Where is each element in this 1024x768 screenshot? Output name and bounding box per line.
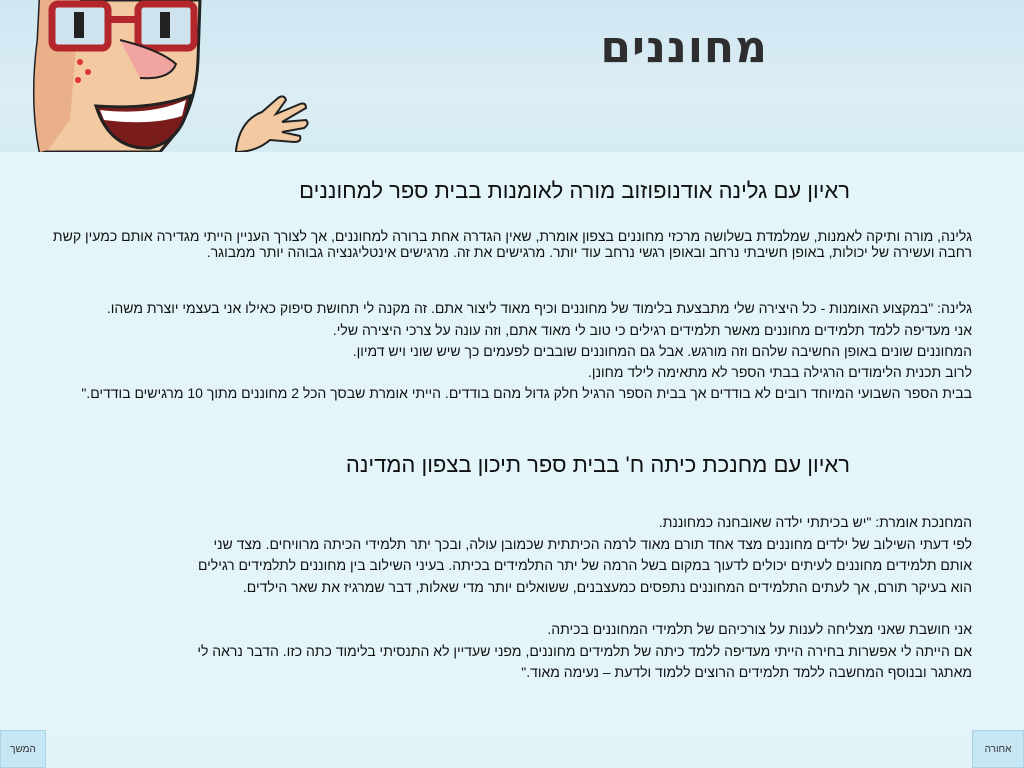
interview-line: אם הייתה לי אפשרות בחירה הייתי מעדיפה ללמד כיתה של תלמידים מחוננים, מפני שעדיין לא התנסיתי בלימוד כתה כזו. הדבר נראה לי (197, 642, 972, 659)
main-content (0, 152, 1024, 732)
quote-line: בבית הספר השבועי המיוחד רובים לא בודדים אך בבית הספר הרגיל חלק גדול מהם בודדים. הייתי אומרת שבסך הכל 2 מחוננים מתוך 10 מרגישים בודדים." (81, 385, 972, 401)
interview-line: אותם תלמידים מחוננים לעיתים יכולים לדעוך במקום בשל הרמה של יתר התלמידים בכיתה. בעיני השילוב בין מחוננים לתלמידים רגילים (197, 557, 972, 573)
section1-quote (52, 300, 972, 404)
interview-line: המחנכת אומרת: "יש בכיתתי ילדה שאובחנה כמחוננת. (658, 514, 972, 530)
interview-line: הוא בעיקר תורם, אך לעתים התלמידים המחוננים נתפסים כמעצבנים, ששואלים יותר מדי שאלות, דבר שמרגיז את שאר הילדים. (242, 578, 972, 595)
section1-heading: ראיון עם גלינה אודנופוזוב מורה לאומנות בבית ספר למחוננים (299, 178, 850, 203)
cartoon-character-with-glasses-icon (0, 0, 320, 152)
quote-line: לרוב תכנית הלימודים הרגילה בבתי הספר לא מתאימה לילד מחונן. (588, 364, 972, 380)
section2-body (52, 512, 972, 684)
next-button[interactable]: המשך (0, 730, 46, 768)
interview-line: אני חושבת שאני מצליחה לענות על צורכיהם של תלמידי המחוננים בכיתה. (547, 621, 972, 637)
quote-line: המחוננים שונים באופן החשיבה שלהם וזה מורגש. אבל גם המחוננים שובבים לפעמים כך שיש שוני ויש דמיון. (352, 343, 972, 359)
paragraph-gap (52, 598, 972, 619)
quote-line: אני מעדיפה ללמד תלמידים מחוננים מאשר תלמידים רגילים כי טוב לי מאוד אתם, וזה עונה על צרכי היצירה שלי. (332, 322, 972, 338)
interview-line: לפי דעתי השילוב של ילדים מחוננים מצד אחד תורם מאוד לרמה הכיתתית שכמובן עולה, ובכך יתר תלמידי הכיתה מרוויחים. מצד שני (213, 535, 972, 552)
back-button[interactable]: אחורה (972, 730, 1024, 768)
header-banner (0, 0, 1024, 152)
interview-line: מאתגר ובנוסף המחשבה ללמד תלמידים הרוצים ללמוד ולדעת – נעימה מאוד." (521, 664, 972, 680)
section1-intro: גלינה, מורה ותיקה לאמנות, שמלמדת בשלושה מרכזי מחוננים בצפון אומרת, שאין הגדרה אחת ברורה למחוננים, אך לצורך העניין הייתי מגדירה אותם כמעין קשת רחבה ועשירה של יכולות, באופן חשיבתי נרחב ובאופן רגשי נרחב עוד יותר. מרגישים את זה. מרגישים אינטליגנציה גבוהה יותר ממבוגר. (52, 228, 972, 260)
section2-heading: ראיון עם מחנכת כיתה ח' בבית ספר תיכון בצפון המדינה (345, 452, 850, 477)
quote-line: גלינה: "במקצוע האומנות - כל היצירה שלי מתבצעת בלימוד של מחוננים וכיף מאוד ליצור אתם. זה מקנה לי תחושת סיפוק כאילו אני בעצמי יוצרת משהו. (106, 300, 972, 316)
page-title: מחוננים (600, 22, 768, 73)
